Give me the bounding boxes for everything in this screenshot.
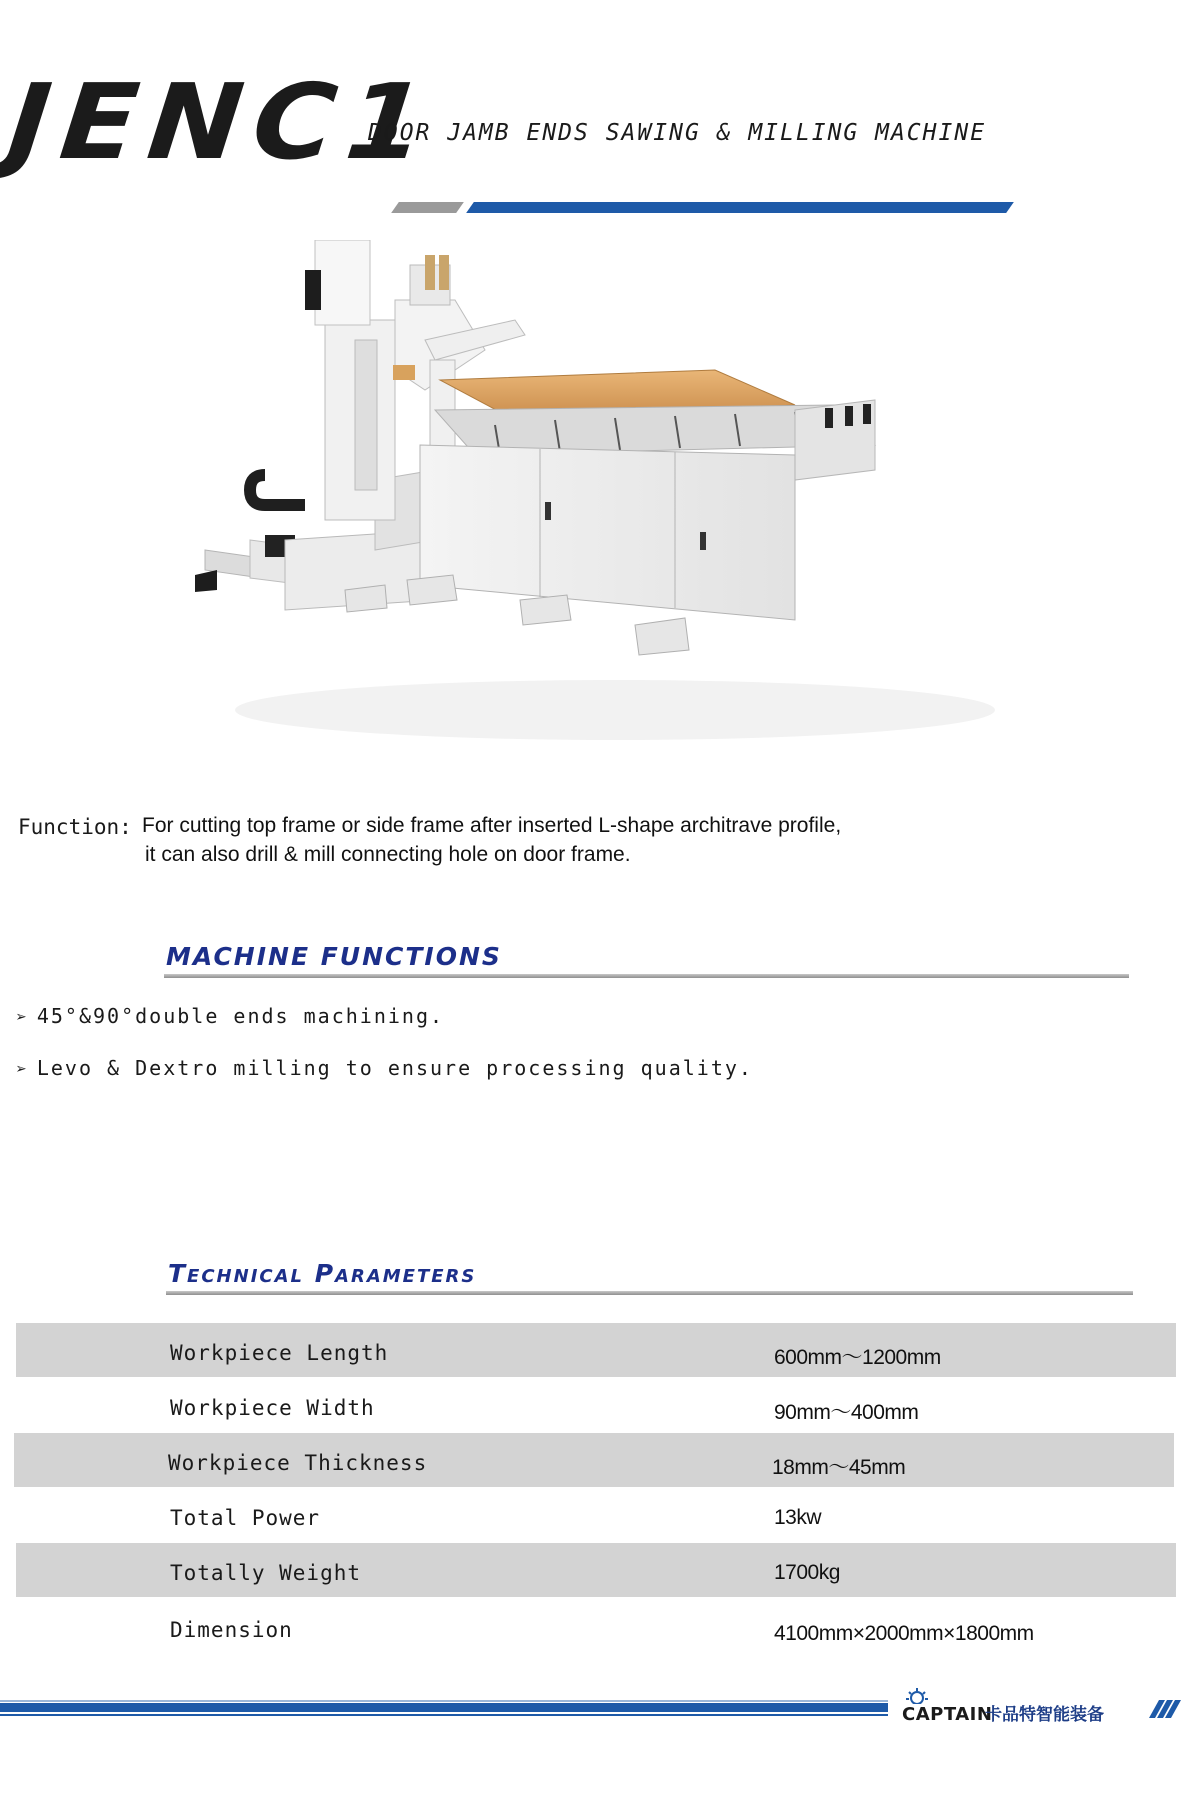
param-value: 18mm～45mm: [772, 1456, 906, 1479]
param-row: [16, 1323, 1176, 1377]
param-row: [16, 1488, 1176, 1542]
function-text-line-1: For cutting top frame or side frame after inserted L-shape architrave profile,: [142, 814, 842, 837]
function-list-item-text: 45°&90°double ends machining.: [36, 1004, 445, 1028]
header-stripe-gray: [391, 202, 464, 213]
function-label: Function:: [18, 815, 132, 839]
param-label: Dimension: [170, 1618, 293, 1642]
function-list-item: [16, 1004, 444, 1028]
decorative-slashes-icon: [1143, 1700, 1183, 1718]
machine-subtitle: DOOR JAMB ENDS SAWING & MILLING MACHINE: [368, 120, 987, 146]
captain-logo-icon: [904, 1686, 930, 1704]
machine-illustration: [195, 240, 995, 760]
footer-bar-thin: [0, 1714, 888, 1716]
machine-functions-divider: [164, 974, 1129, 978]
brand-name-chinese: 卡品特智能装备: [985, 1705, 1104, 1725]
technical-parameters-divider: [166, 1291, 1133, 1295]
machine-functions-heading: MACHINE FUNCTIONS: [166, 942, 502, 971]
arrow-bullet-icon: ➢: [16, 1007, 27, 1028]
param-value: 600mm～1200mm: [774, 1346, 941, 1369]
brand-name: CAPTAIN: [902, 1704, 993, 1725]
function-list-item: [16, 1056, 753, 1080]
param-row: [16, 1600, 1176, 1654]
model-title: JENC1: [2, 61, 443, 183]
param-value: 1700kg: [774, 1561, 840, 1584]
function-text-line-2: it can also drill & mill connecting hole on door frame.: [145, 843, 631, 866]
function-list-item-text: Levo & Dextro milling to ensure processing quality.: [36, 1056, 753, 1080]
param-value: 13kw: [774, 1506, 822, 1529]
footer-bar-light: [0, 1700, 888, 1702]
param-row: [16, 1543, 1176, 1597]
technical-parameters-heading: Technical Parameters: [168, 1259, 477, 1288]
param-label: Workpiece Length: [170, 1341, 389, 1365]
param-label: Workpiece Thickness: [168, 1451, 428, 1475]
param-row: [14, 1433, 1174, 1487]
param-label: Workpiece Width: [170, 1396, 375, 1420]
param-value: 4100mm×2000mm×1800mm: [774, 1622, 1034, 1645]
param-label: Totally Weight: [170, 1561, 362, 1585]
footer-bar: [0, 1703, 888, 1712]
param-label: Total Power: [170, 1506, 321, 1530]
param-value: 90mm～400mm: [774, 1401, 919, 1424]
header-stripe-blue: [466, 202, 1014, 213]
param-row: [16, 1378, 1176, 1432]
arrow-bullet-icon: ➢: [16, 1059, 27, 1080]
